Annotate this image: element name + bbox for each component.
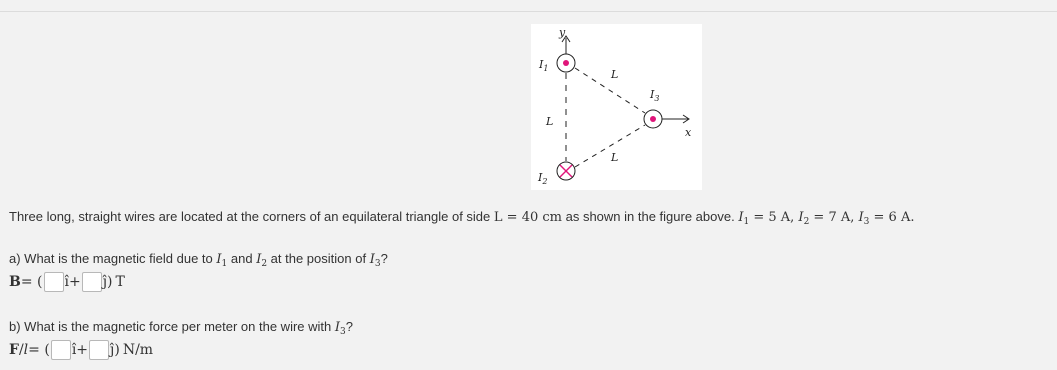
side-top <box>575 68 645 113</box>
part-b-end: ? <box>345 319 353 334</box>
force-symbol: F <box>9 342 19 358</box>
current-sub: 3 <box>863 217 870 227</box>
triangle-wires-figure <box>531 24 702 190</box>
current-sub: 3 <box>374 259 381 269</box>
length-symbol: l <box>23 342 29 358</box>
answer-b-x-input[interactable] <box>51 340 71 360</box>
label-side-top: L <box>611 68 619 81</box>
slash: / <box>18 342 24 358</box>
side-symbol: L <box>493 210 503 225</box>
unit-newton-per-meter: N/m <box>122 342 154 358</box>
current-symbol: I <box>798 210 804 225</box>
current-i2-value: = 7 A, <box>809 210 859 225</box>
wire-i3-dot <box>650 116 656 122</box>
label-i3: $I_3$ <box>650 88 660 103</box>
label-side-bottom: L <box>611 151 619 164</box>
current-symbol: I <box>858 210 864 225</box>
intro-mid-text: as shown in the figure above. <box>561 209 739 224</box>
label-i1: $I_1$ <box>539 58 549 73</box>
current-sub: 2 <box>261 259 268 269</box>
part-a-mid-text: at the position of <box>267 251 370 266</box>
answer-b-y-input[interactable] <box>89 340 109 360</box>
part-a-text: a) What is the magnetic field due to <box>9 251 217 266</box>
current-sub: 1 <box>743 217 750 227</box>
problem-statement <box>9 209 914 230</box>
side-bottom <box>575 125 645 167</box>
side-value: = 40 cm <box>502 210 562 225</box>
part-b-question <box>9 319 353 340</box>
current-sub: 2 <box>803 217 810 227</box>
label-side-left: L <box>546 115 554 128</box>
i-hat: î+ <box>71 342 89 358</box>
figure-svg <box>531 24 702 190</box>
current-i3-value: = 6 A. <box>869 210 915 225</box>
part-a-answer-row <box>9 271 125 293</box>
current-symbol: I <box>334 320 340 335</box>
answer-a-y-input[interactable] <box>82 272 102 292</box>
i-hat: î+ <box>64 274 81 290</box>
intro-text: Three long, straight wires are located at the corners of an equilateral triangle of side <box>9 209 494 224</box>
j-hat: ĵ) <box>102 274 113 290</box>
current-sub: 1 <box>221 259 228 269</box>
label-i2: $I_2$ <box>538 171 548 186</box>
y-axis-label: y <box>559 26 566 39</box>
part-b-text: b) What is the magnetic force per meter on the wire with <box>9 319 335 334</box>
current-symbol: I <box>738 210 744 225</box>
part-a-question <box>9 251 388 272</box>
current-symbol: I <box>369 252 375 267</box>
answer-a-x-input[interactable] <box>44 272 64 292</box>
part-b-answer-row <box>9 339 153 361</box>
current-sub: 3 <box>340 327 346 337</box>
x-axis-label: x <box>685 126 692 139</box>
j-hat: ĵ) <box>110 342 120 358</box>
unit-tesla: T <box>115 274 125 290</box>
current-symbol: I <box>216 252 222 267</box>
current-i1-value: = 5 A, <box>749 210 799 225</box>
top-divider <box>0 11 1057 12</box>
equals-paren: = ( <box>28 342 50 358</box>
equals-paren: = ( <box>20 274 43 290</box>
field-symbol: B <box>9 274 21 290</box>
wire-i1-dot <box>563 60 569 66</box>
and-text: and <box>227 251 257 266</box>
part-a-end: ? <box>380 251 388 266</box>
current-symbol: I <box>256 252 262 267</box>
